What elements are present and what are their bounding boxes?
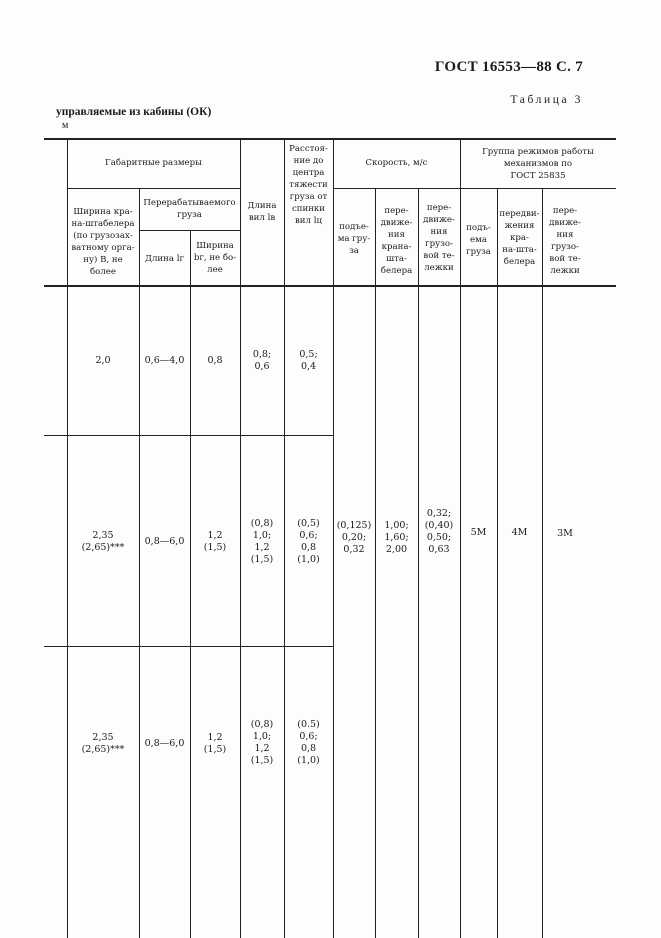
- header-width-stacker: Ширина кра- на-штабелера (по грузозах- ватному орга- ну) В, не более: [71, 207, 135, 277]
- cell-length: 0,6—4,0: [144, 355, 185, 366]
- header-fork-length: Длина вил lв: [247, 201, 277, 223]
- header-groups: Группа режимов работы механизмов по ГОСТ 25835: [482, 147, 594, 181]
- cell-width: 2,35 (2,65)***: [81, 732, 125, 755]
- merged-speed-trolley: 0,32; (0,40) 0,50; 0,63: [424, 508, 454, 555]
- cell-distance: (0.5) 0,6; 0,8 (1,0): [297, 719, 320, 766]
- cell-distance: 0,5; 0,4: [299, 349, 318, 372]
- unit-label: м: [62, 120, 69, 131]
- header-group-trolley: пере- движе- ния грузо- вой те- лежки: [549, 206, 581, 276]
- header-cargo-length: Длина lг: [144, 254, 184, 264]
- cell-width: 2,35 (2,65)***: [81, 530, 125, 553]
- header-processed-cargo: Перерабатываемого груза: [143, 198, 236, 220]
- merged-speed-crane: 1,00; 1,60; 2,00: [384, 520, 409, 555]
- header-gabarit: Габаритные размеры: [105, 158, 202, 168]
- merged-group-lift: 5М: [470, 527, 487, 538]
- header-speed-lift: подъе- ма гру- за: [337, 222, 371, 256]
- header-speed: Скорость, м/с: [365, 158, 428, 168]
- header-group-lift: подъ- ема груза: [466, 223, 491, 257]
- header-speed-trolley: пере- движе- ния грузо- вой те- лежки: [423, 203, 455, 273]
- cell-cargo-width: 1,2 (1,5): [203, 530, 227, 553]
- cell-distance: (0,5) 0,6; 0,8 (1,0): [297, 518, 320, 565]
- merged-speed-lift: (0,125) 0,20; 0,32: [336, 520, 372, 555]
- cell-cargo-width: 1,2 (1,5): [203, 732, 227, 755]
- merged-group-crane: 4М: [511, 527, 528, 538]
- header-group-crane: передви- жения кра- на-шта- белера: [499, 209, 540, 267]
- cell-length: 0,8—6,0: [144, 536, 185, 547]
- header-speed-crane: пере- движе- ния крана- шта- белера: [380, 206, 413, 276]
- cell-forks: (0,8) 1,0; 1,2 (1,5): [250, 518, 274, 565]
- cell-forks: (0,8) 1,0; 1,2 (1,5): [250, 719, 274, 766]
- merged-group-trolley: 3М: [557, 528, 573, 539]
- header-cargo-width: Ширина bг, не бо- лее: [193, 241, 237, 275]
- cell-cargo-width: 0,8: [207, 355, 223, 366]
- cell-length: 0,8—6,0: [144, 738, 185, 749]
- table-label: Таблица 3: [510, 94, 583, 106]
- document-code: ГОСТ 16553—88 С. 7: [434, 59, 583, 75]
- table-subtitle: управляемые из кабины (ОК): [56, 106, 212, 118]
- header-distance: Расстоя- ние до центра тяжести груза от спинки вил lц: [289, 144, 328, 226]
- cell-forks: 0,8; 0,6: [252, 349, 272, 372]
- cell-width: 2,0: [95, 355, 111, 366]
